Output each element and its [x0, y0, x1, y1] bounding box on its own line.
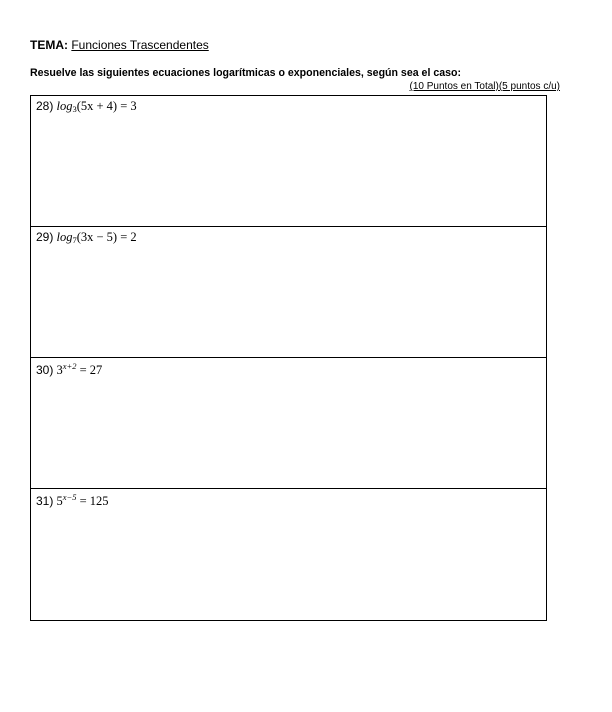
problem-number: 29): [36, 230, 54, 244]
log-base: 3: [72, 104, 77, 114]
answer-box-29[interactable]: [30, 226, 547, 358]
problem-31: [36, 492, 109, 509]
answer-box-31[interactable]: [30, 488, 547, 621]
log-argument: (5x + 4): [76, 99, 118, 113]
equation-rhs: = 2: [120, 230, 137, 244]
topic-title: Funciones Trascendentes: [71, 38, 209, 52]
exp-base: 5: [56, 494, 63, 508]
answer-box-28[interactable]: [30, 95, 547, 227]
equation-rhs: = 27: [79, 363, 103, 377]
topic-heading: [30, 38, 209, 52]
topic-label: TEMA:: [30, 38, 68, 52]
problem-28: [36, 99, 137, 114]
equation-rhs: = 125: [79, 494, 109, 508]
problem-number: 28): [36, 99, 54, 113]
answer-box-30[interactable]: [30, 357, 547, 489]
problem-30: [36, 361, 102, 378]
problem-number: 30): [36, 363, 54, 377]
instructions: Resuelve las siguientes ecuaciones logarítmicas o exponenciales, según sea el caso:: [30, 67, 462, 79]
log-function: log: [56, 99, 73, 113]
log-base: 7: [72, 235, 77, 245]
points-note: (10 Puntos en Total)(5 puntos c/u): [409, 81, 560, 92]
log-argument: (3x − 5): [76, 230, 118, 244]
exp-exponent: x+2: [62, 361, 77, 371]
problem-number: 31): [36, 494, 54, 508]
log-function: log: [56, 230, 73, 244]
exp-base: 3: [56, 363, 63, 377]
exp-exponent: x−5: [62, 492, 77, 502]
equation-rhs: = 3: [120, 99, 137, 113]
problem-29: [36, 230, 137, 245]
